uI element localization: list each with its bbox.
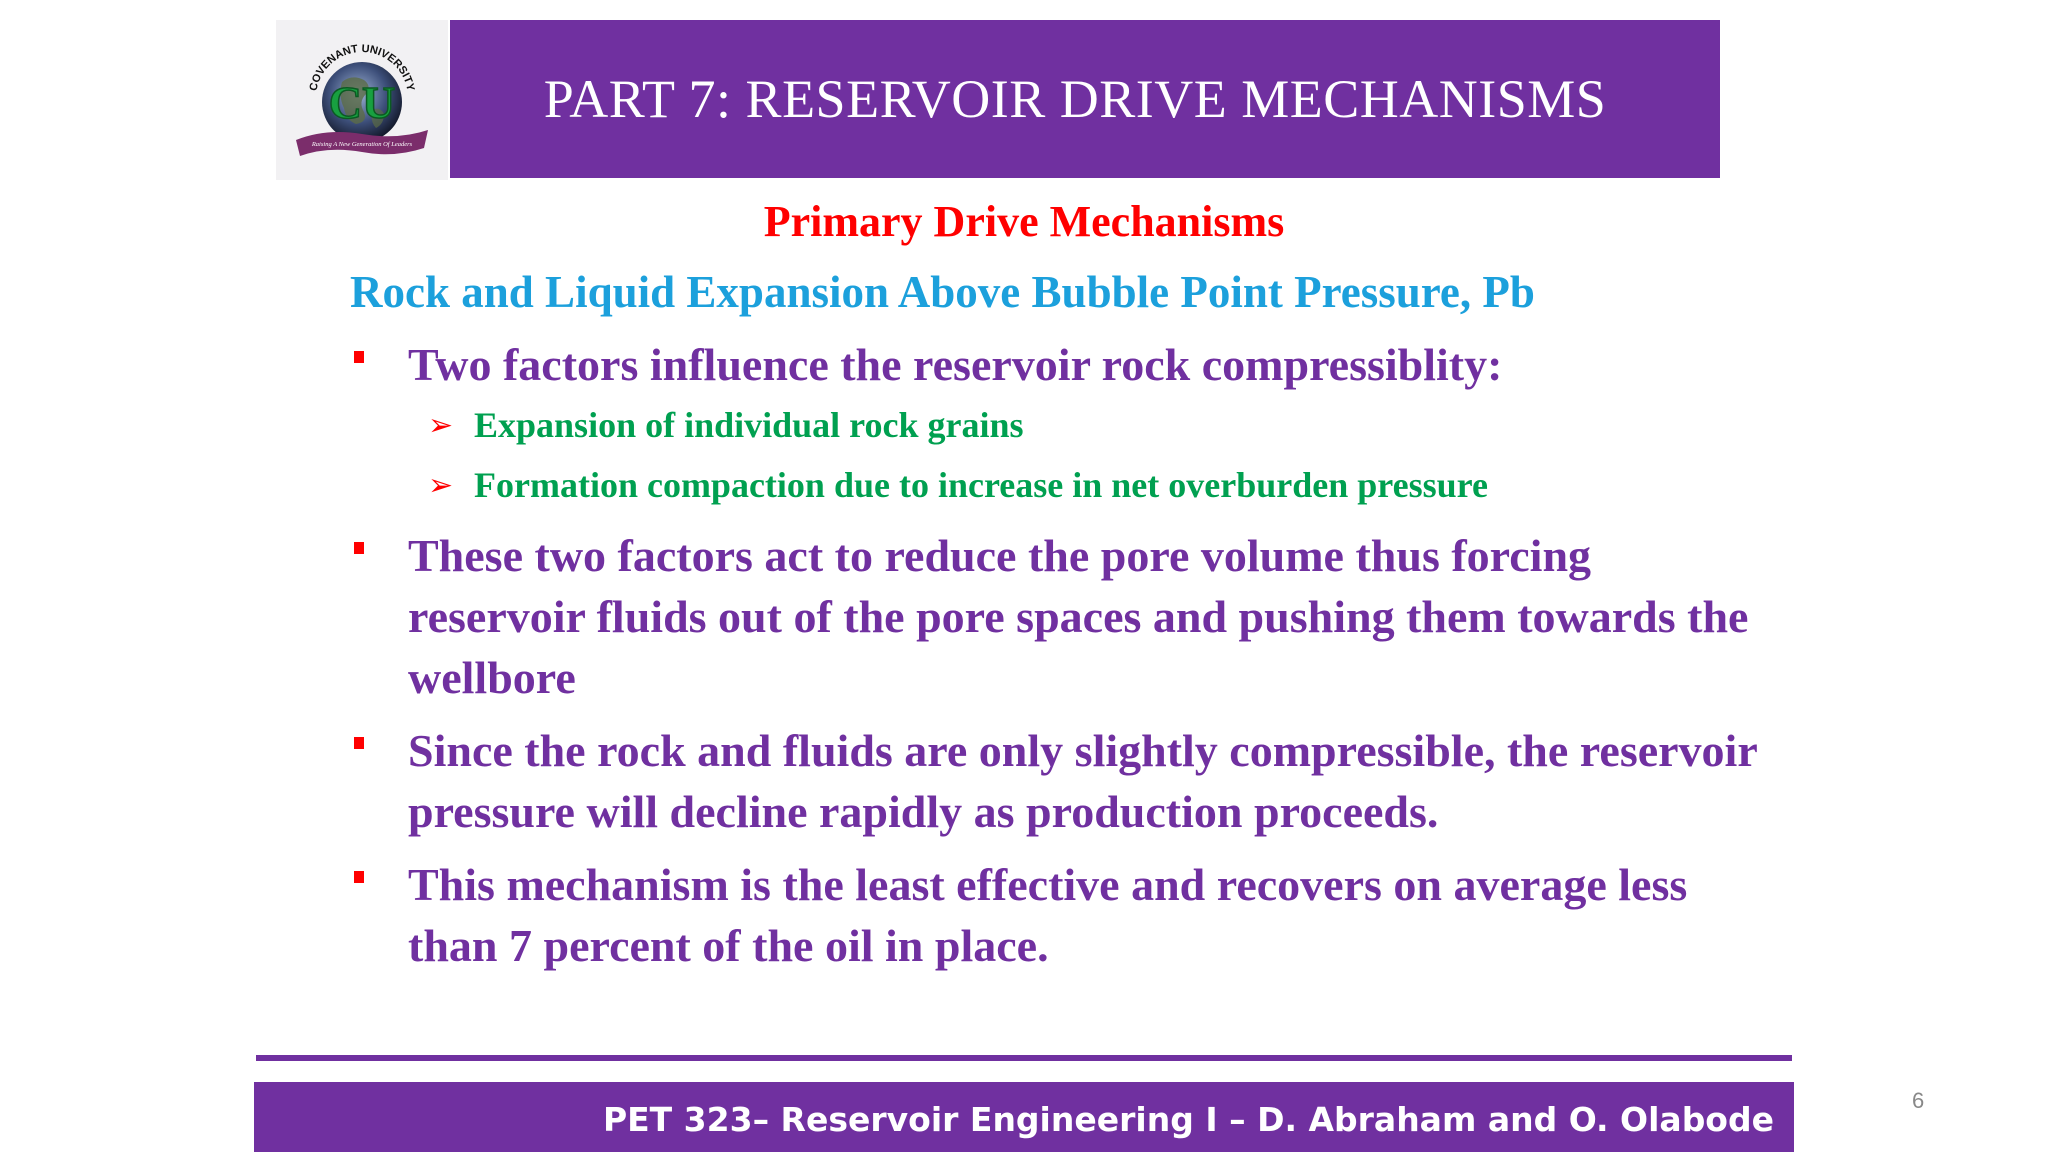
logo-motto: Raising A New Generation Of Leaders: [311, 141, 413, 148]
page-number: 6: [1912, 1088, 1925, 1113]
sub-bullet-item: [350, 395, 1770, 455]
square-bullet-icon: [354, 542, 364, 554]
topic-heading: Rock and Liquid Expansion Above Bubble Point Pressure, Pb: [350, 267, 1535, 317]
slide-title: PART 7: RESERVOIR DRIVE MECHANISMS: [543, 69, 1607, 129]
bullet-text: These two factors act to reduce the pore volume thus forcing reservoir fluids out of the pore spaces and pushing them towards the wellbore: [408, 530, 1749, 703]
bullet-text: Two factors influence the reservoir rock compressiblity:: [408, 339, 1503, 390]
bullet-list: [350, 334, 1770, 976]
footer-bar: [254, 1082, 1794, 1152]
sub-bullet-text: Formation compaction due to increase in net overburden pressure: [474, 465, 1488, 505]
square-bullet-icon: [354, 871, 364, 883]
logo-ring-text: COVENANT UNIVERSITY: [307, 42, 417, 93]
square-bullet-icon: [354, 351, 364, 363]
section-subtitle: Primary Drive Mechanisms: [763, 197, 1285, 246]
sub-bullet-item: [350, 455, 1770, 515]
bullet-item: [350, 334, 1770, 395]
globe-logo-icon: [276, 20, 448, 180]
title-bar: [450, 20, 1720, 178]
square-bullet-icon: [354, 737, 364, 749]
footer-text: PET 323– Reservoir Engineering I – D. Abraham and O. Olabode: [602, 1100, 1774, 1139]
bullet-item: [350, 854, 1770, 976]
arrow-bullet-icon: ➢: [428, 408, 454, 443]
university-logo: [276, 20, 448, 180]
footer-divider: [256, 1055, 1792, 1061]
logo-monogram: CU: [328, 77, 396, 128]
arrow-bullet-icon: ➢: [428, 468, 454, 503]
bullet-text: This mechanism is the least effective and recovers on average less than 7 percent of the oil in place.: [408, 859, 1688, 971]
bullet-text: Since the rock and fluids are only slightly compressible, the reservoir pressure will decline rapidly as production proceeds.: [408, 725, 1757, 837]
sub-bullet-text: Expansion of individual rock grains: [474, 405, 1024, 445]
bullet-item: [350, 720, 1770, 842]
bullet-item: [350, 525, 1770, 708]
